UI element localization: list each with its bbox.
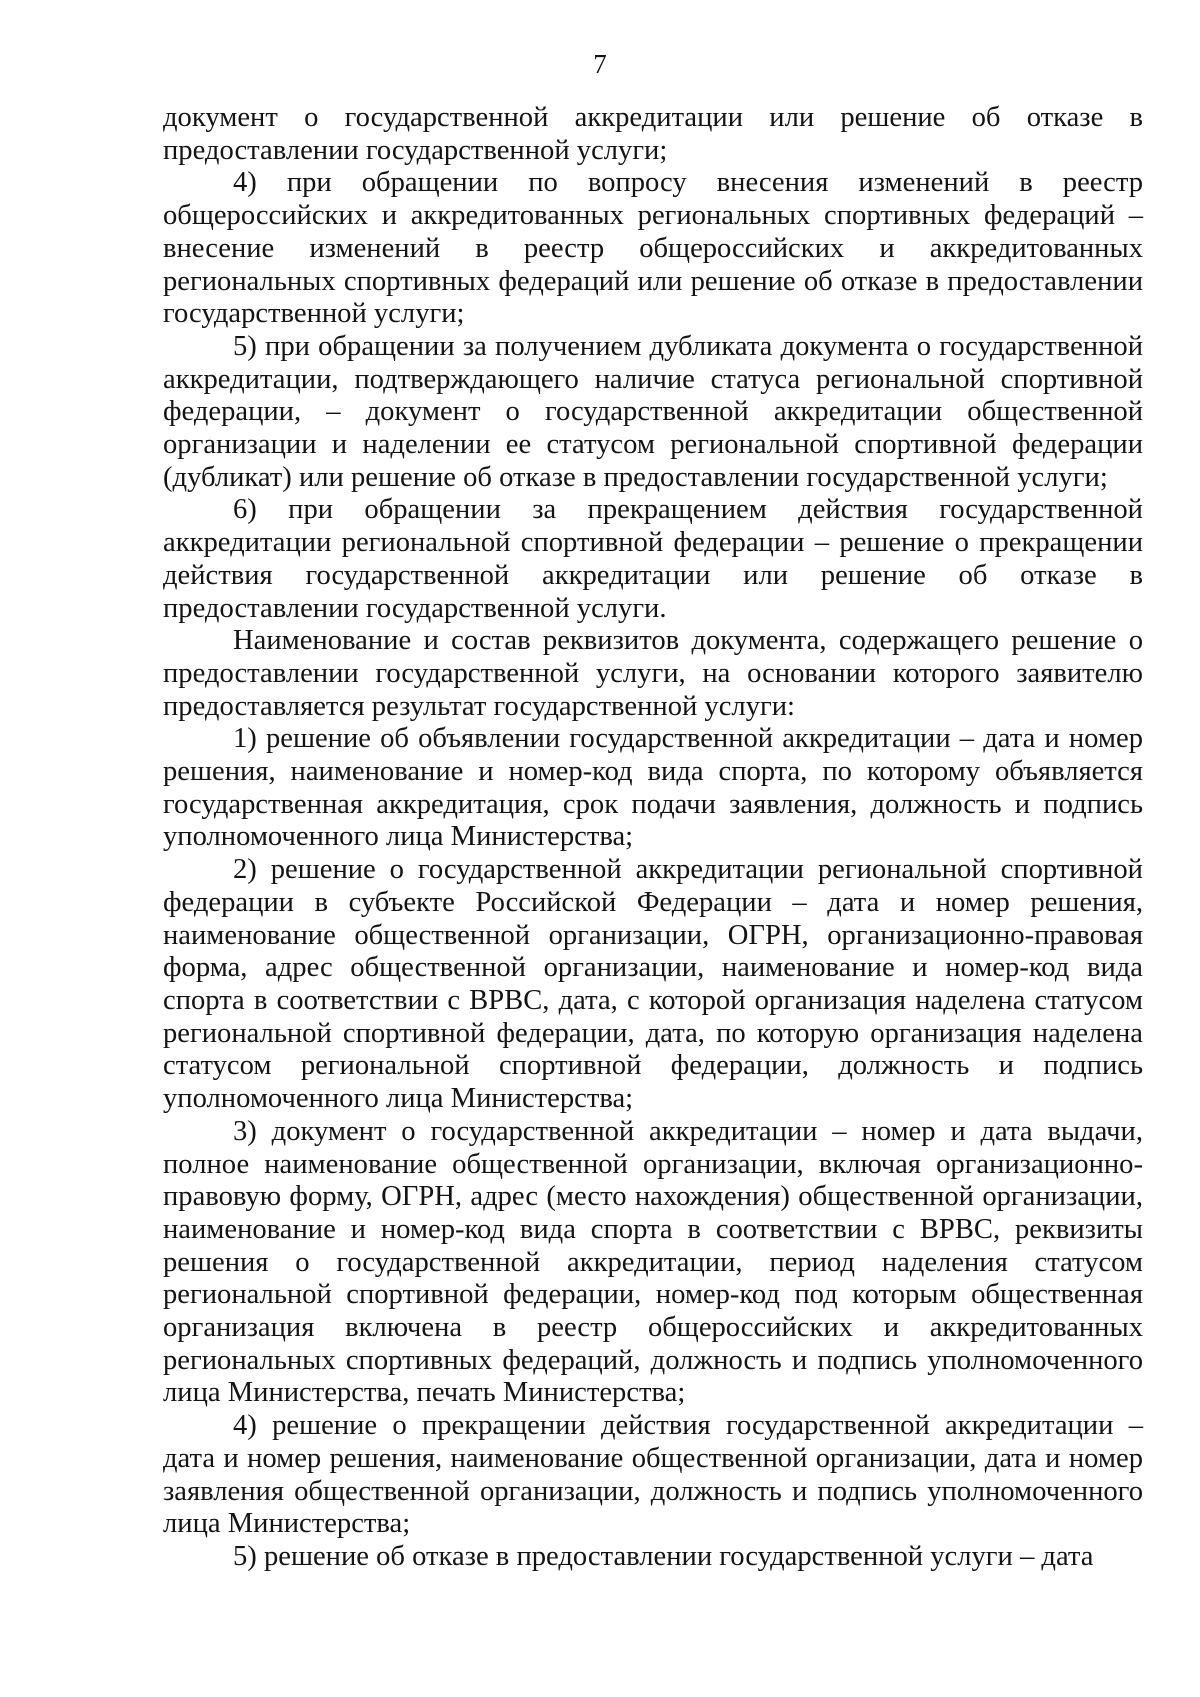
paragraph-requisites-intro: Наименование и состав реквизитов документа, содержащего решение о предоставлении государственной услуги, на основании которого заявителю предоставляется результат государственной услуги: [163,625,1143,722]
paragraph-requisite-2: 2) решение о государственной аккредитации региональной спортивной федерации в субъекте Российской Федерации – дата и номер решения, наименование общественной организации, ОГРН, организационно-правовая форма, адрес общественной организации, наименование и номер-код вида спорта в соответствии с ВРВС, дата, с которой организация наделена статусом региональной спортивной федерации, дата, по которую организация наделена статусом региональной спортивной федерации, должность и подпись уполномоченного лица Министерства; [163,854,1143,1115]
paragraph-item-4-registry-changes: 4) при обращении по вопросу внесения изменений в реестр общероссийских и аккредитованных региональных спортивных федераций – внесение изменений в реестр общероссийских и аккредитованных региональных спортивных федераций или решение об отказе в предоставлении государственной услуги; [163,167,1143,330]
paragraph-requisite-3: 3) документ о государственной аккредитации – номер и дата выдачи, полное наименование общественной организации, включая организационно-правовую форму, ОГРН, адрес (место нахождения) общественной организации, наименование и номер-код вида спорта в соответствии с ВРВС, реквизиты решения о государственной аккредитации, период наделения статусом региональной спортивной федерации, номер-код под которым общественная организация включена в реестр общероссийских и аккредитованных региональных спортивных федераций, должность и подпись уполномоченного лица Министерства, печать Министерства; [163,1115,1143,1409]
paragraph-requisite-5: 5) решение об отказе в предоставлении государственной услуги – дата [233,1540,1094,1572]
paragraph-continuation: документ о государственной аккредитации или решение об отказе в предоставлении государственной услуги; [163,102,1143,166]
paragraph-item-5-duplicate: 5) при обращении за получением дубликата документа о государственной аккредитации, подтверждающего наличие статуса региональной спортивной федерации, – документ о государственной аккредитации общественной организации и наделении ее статусом региональной спортивной федерации (дубликат) или решение об отказе в предоставлении государственной услуги; [163,330,1143,493]
page-number: 7 [593,49,607,79]
paragraph-item-6-termination: 6) при обращении за прекращением действия государственной аккредитации региональной спортивной федерации – решение о прекращении действия государственной аккредитации или решение об отказе в предоставлении государственной услуги. [163,494,1143,624]
paragraph-requisite-4: 4) решение о прекращении действия государственной аккредитации – дата и номер решения, наименование общественной организации, дата и номер заявления общественной организации, должность и подпись уполномоченного лица Министерства; [163,1410,1143,1540]
document-body [163,102,1143,1574]
paragraph-requisite-1: 1) решение об объявлении государственной аккредитации – дата и номер решения, наименование и номер-код вида спорта, по которому объявляется государственная аккредитация, срок подачи заявления, должность и подпись уполномоченного лица Министерства; [163,723,1143,853]
